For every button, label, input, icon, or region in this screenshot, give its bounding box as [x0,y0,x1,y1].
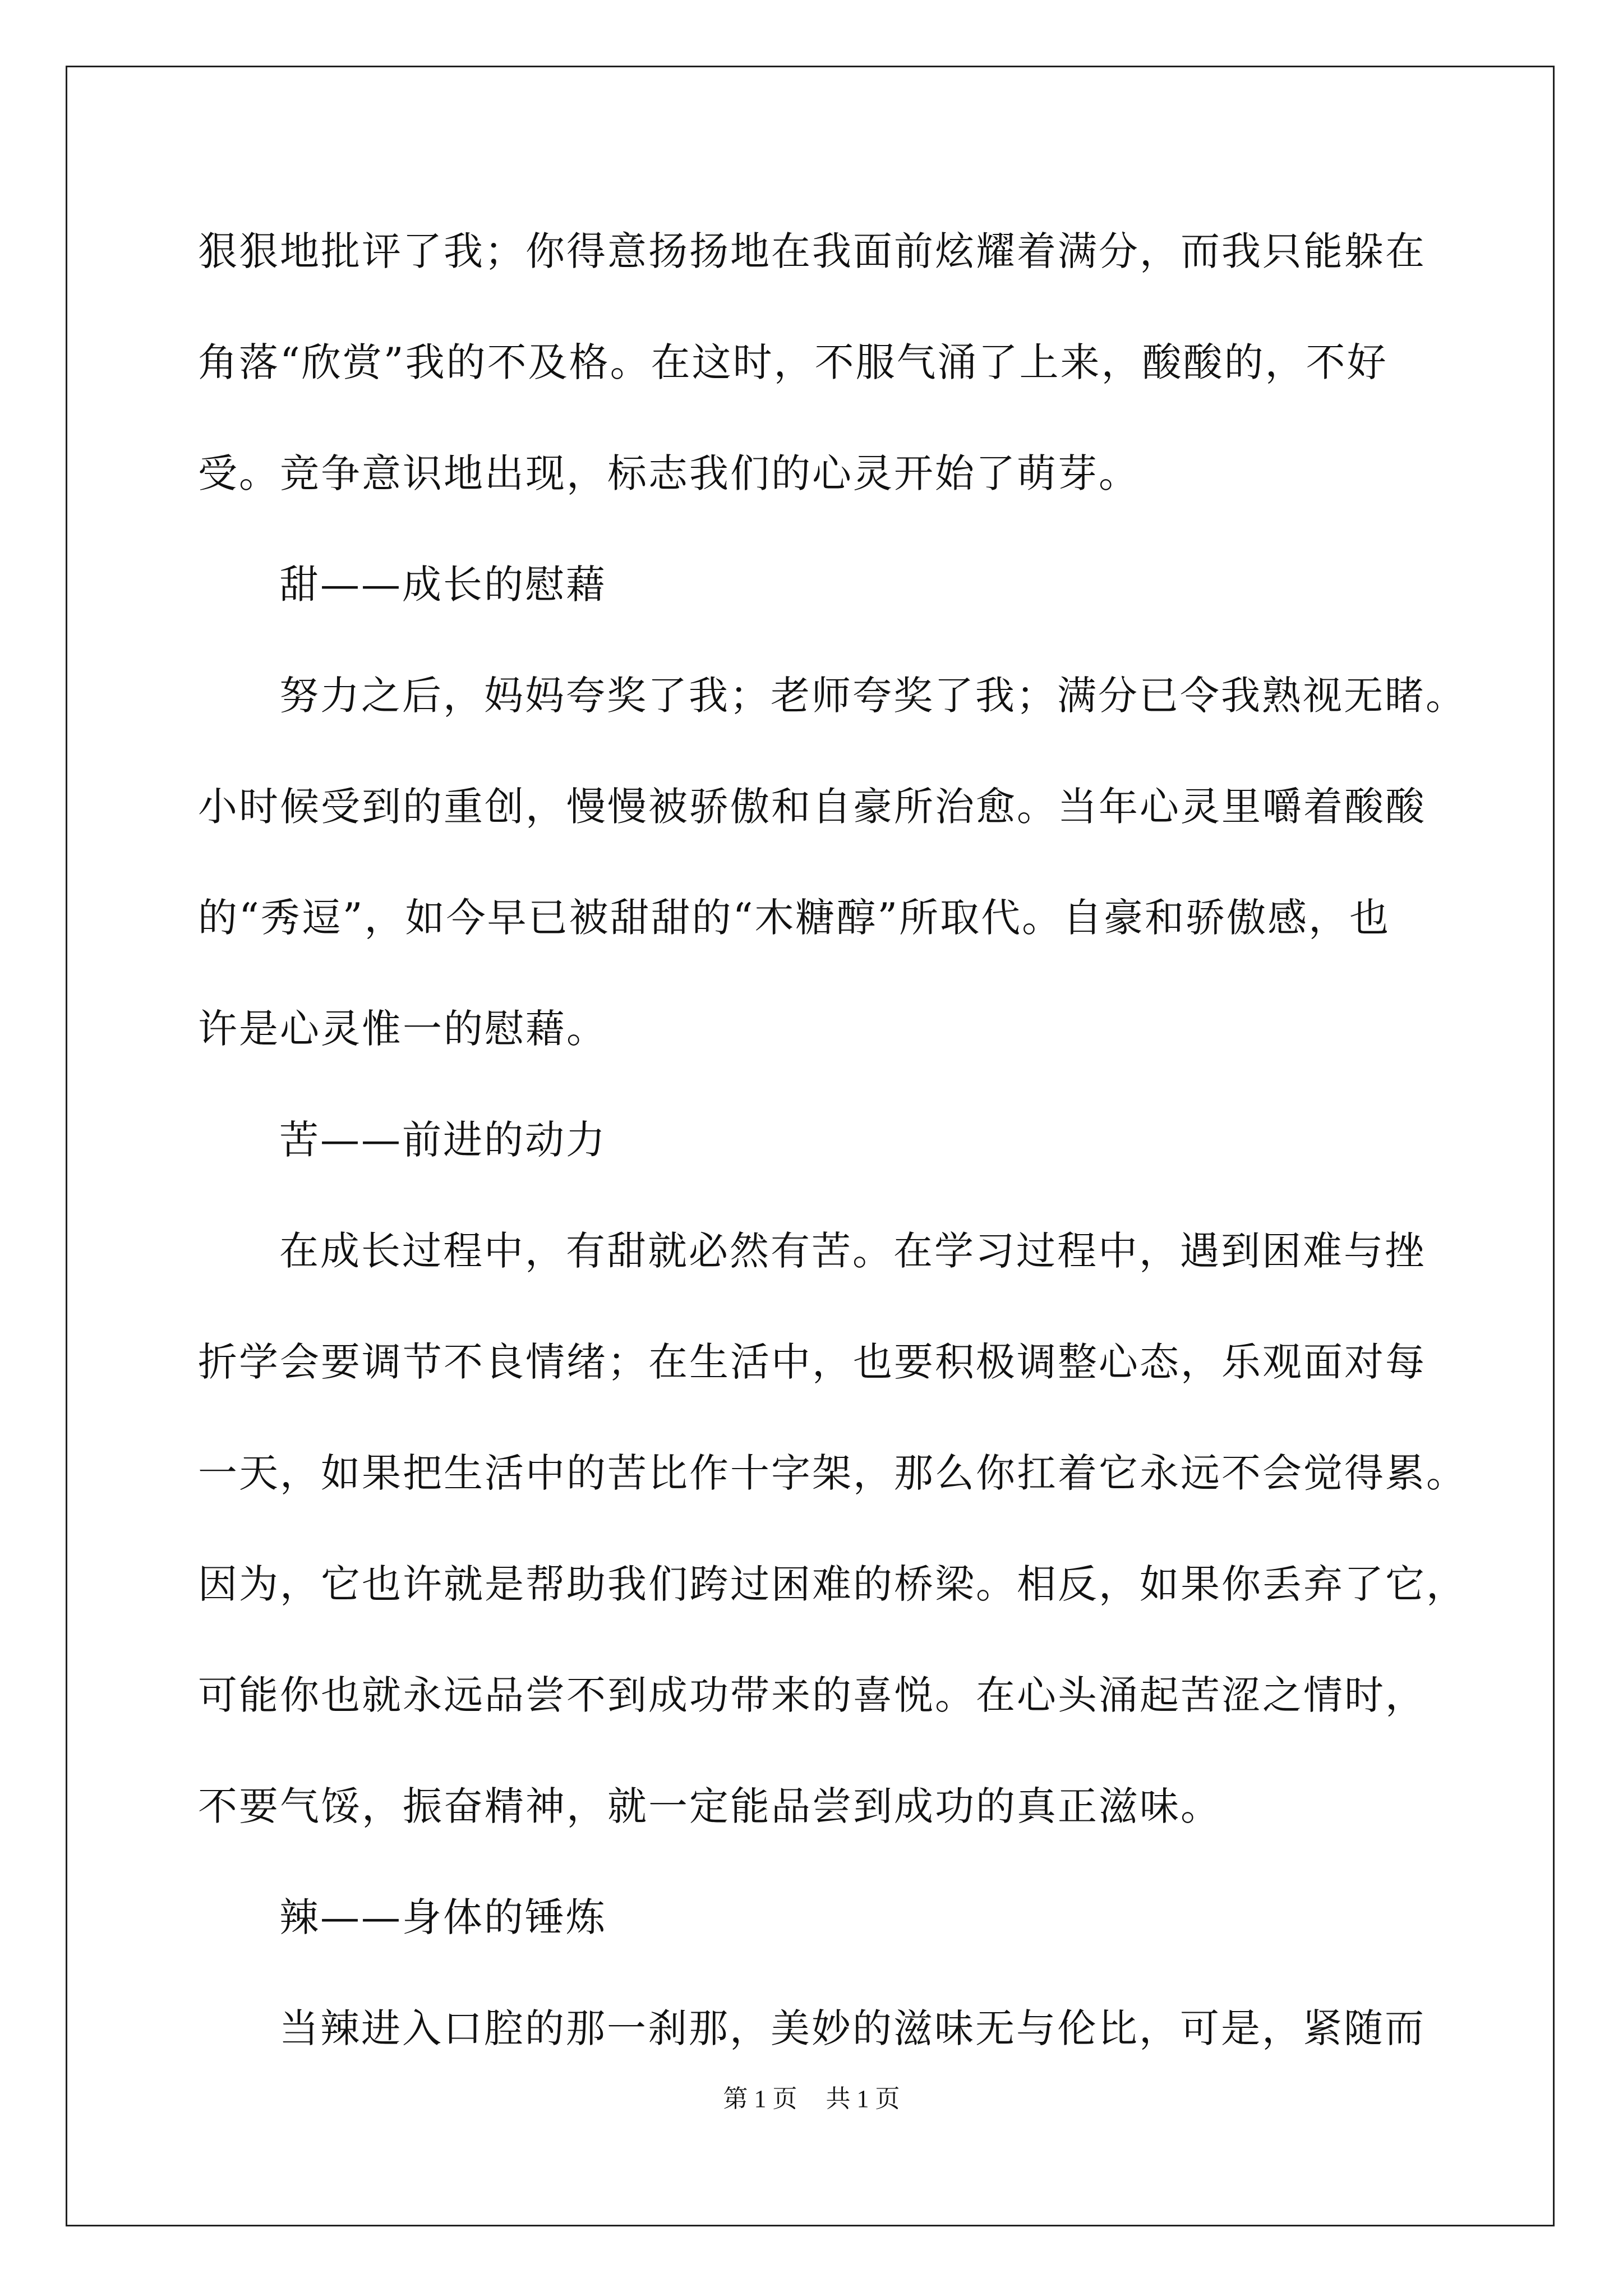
paragraph-line: 在成长过程中，有甜就必然有苦。在学习过程中，遇到困难与挫 [279,1228,1426,1274]
paragraph-line: 受。竞争意识地出现，标志我们的心灵开始了萌芽。 [198,450,1140,496]
paragraph-line: 狠狠地批评了我；你得意扬扬地在我面前炫耀着满分，而我只能躲在 [198,228,1426,274]
paragraph-line: 一天，如果把生活中的苦比作十字架，那么你扛着它永远不会觉得累。 [198,1450,1467,1496]
section-heading-bitter: 苦——前进的动力 [279,1117,607,1163]
page-footer [0,2078,1623,2114]
paragraph-line: 可能你也就永远品尝不到成功带来的喜悦。在心头涌起苦涩之情时， [198,1672,1426,1718]
paragraph-line: 小时候受到的重创，慢慢被骄傲和自豪所治愈。当年心灵里嚼着酸酸 [198,784,1426,830]
paragraph-line: 当辣进入口腔的那一刹那，美妙的滋味无与伦比，可是，紧随而 [279,2005,1426,2051]
paragraph-line: 的“秀逗”，如今早已被甜甜的“木糖醇”所取代。自豪和骄傲感，也 [198,895,1391,941]
section-heading-spicy: 辣——身体的锤炼 [279,1894,607,1940]
paragraph-line: 折学会要调节不良情绪；在生活中，也要积极调整心态，乐观面对每 [198,1339,1426,1385]
document-body [198,206,1467,2095]
paragraph-line: 努力之后，妈妈夸奖了我；老师夸奖了我；满分已令我熟视无睹。 [279,673,1467,719]
section-heading-sweet: 甜——成长的慰藉 [279,562,607,608]
page-total: 共 1 页 [826,2085,900,2113]
paragraph-line: 许是心灵惟一的慰藉。 [198,1006,607,1052]
paragraph-line: 不要气馁，振奋精神，就一定能品尝到成功的真正滋味。 [198,1783,1221,1829]
page-number: 第 1 页 [723,2085,797,2113]
paragraph-line: 角落“欣赏”我的不及格。在这时，不服气涌了上来，酸酸的，不好 [198,339,1388,385]
paragraph-line: 因为，它也许就是帮助我们跨过困难的桥梁。相反，如果你丢弃了它， [198,1561,1467,1607]
